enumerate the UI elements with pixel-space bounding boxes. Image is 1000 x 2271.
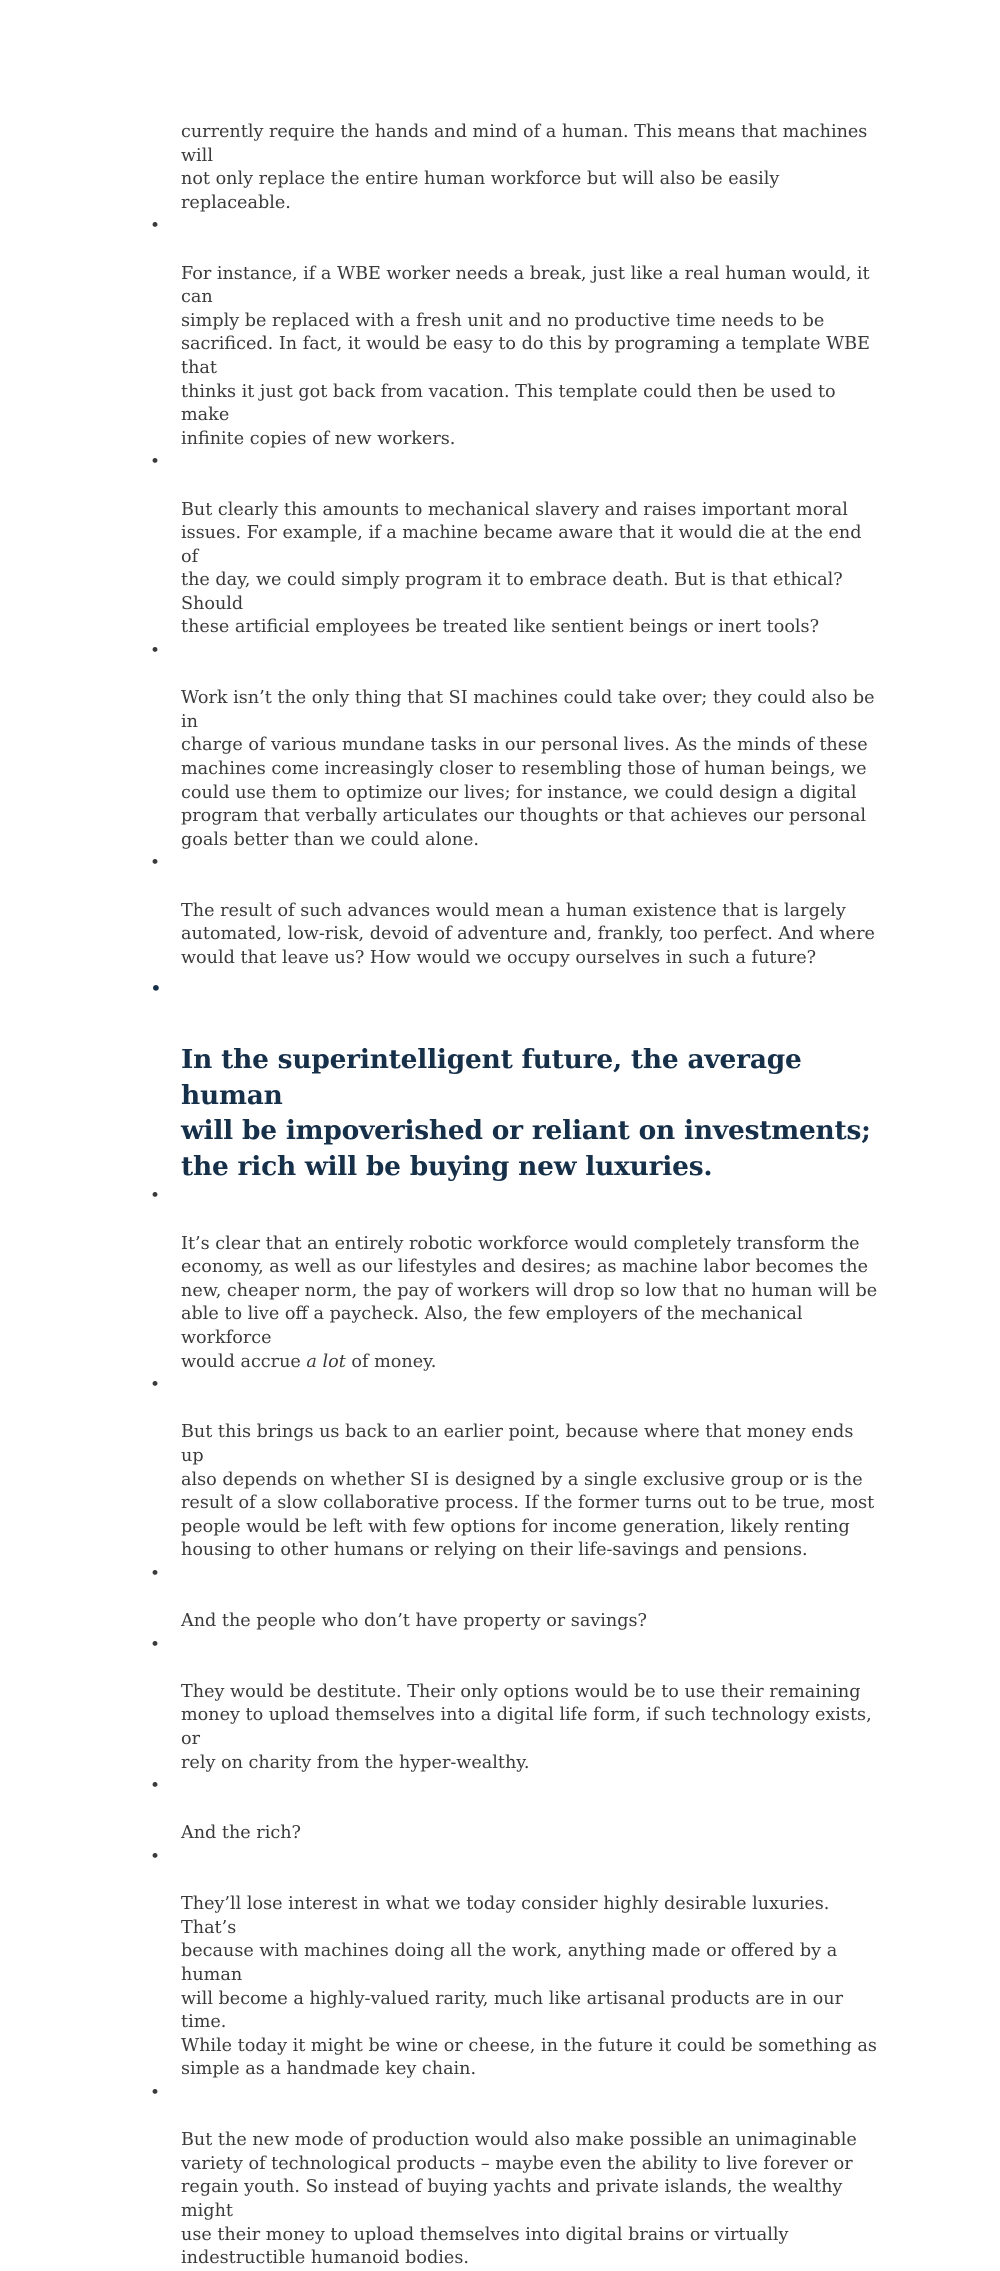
bullet-item-new-mode-of-production	[150, 2082, 880, 2271]
bullet-text: But the new mode of production would also make possible an unimaginable variety of technological products – maybe even the ability to live forever or regain youth. So instead of buying yachts and private islands, the wealthy might use their money to upload themselves into digital brains or virtually indestructible humanoid bodies.	[181, 2130, 857, 2269]
bullet-text-before: It’s clear that an entirely robotic workforce would completely transform the economy, as well as our lifestyles and desires; as machine labor becomes the new, cheaper norm, the pay of workers will drop so low that no human will be able to live off a paycheck. Also, the few employers of the mechanical workforce would accrue	[181, 1233, 878, 1372]
bullet-dot-icon: •	[150, 452, 161, 473]
bullet-dot-icon: •	[150, 2082, 161, 2103]
bullet-dot-icon: •	[150, 853, 161, 874]
bullet-dot-icon: •	[150, 1776, 161, 1797]
bullet-item-mechanical-slavery	[150, 451, 880, 640]
bullet-text: But this brings us back to an earlier point, because where that money ends up also depends on whether SI is designed by a single exclusive group or is the result of a slow collaborative process. If the former turns out to be true, most people would be left with few options for income generation, likely renting housing to other humans or relying on their life-savings and pensions.	[181, 1422, 875, 1561]
bullet-item-and-the-rich	[150, 1775, 880, 1846]
section-heading	[150, 971, 880, 1184]
bullet-text: For instance, if a WBE worker needs a break, just like a real human would, it can simply be replaced with a fresh unit and no productive time needs to be sacrificed. In fact, it would be easy to do this by programing a template WBE that thinks it just got back from vacation. This template could then be used to make infinite copies of new workers.	[181, 263, 870, 449]
bullet-item-money-ends-up	[150, 1374, 880, 1563]
bullet-text-after: of money.	[345, 1351, 437, 1372]
bullet-dot-icon: •	[150, 641, 161, 662]
bullet-text-emphasis: a lot	[306, 1351, 346, 1372]
bullet-item-automated-existence	[150, 852, 880, 970]
bullet-text: The result of such advances would mean a human existence that is largely automated, low-risk, devoid of adventure and, frankly, too perfect. And where would that leave us? How would we occupy ourselves in such a future?	[181, 900, 875, 968]
bullet-item-no-property	[150, 1563, 880, 1634]
bullet-text: They’ll lose interest in what we today consider highly desirable luxuries. That’s because with machines doing all the work, anything made or offered by a human will become a highly-valued rarity, much like artisanal products are in our time. While today it might be wine or cheese, in the future it could be something as simple as a handmade key chain.	[181, 1894, 877, 2080]
bullet-text: Work isn’t the only thing that SI machines could take over; they could also be in charge of various mundane tasks in our personal lives. As the minds of these machines come increasingly closer to resembling those of human beings, we could use them to optimize our lives; for instance, we could design a digital program that verbally articulates our thoughts or that achieves our personal goals better than we could alone.	[181, 688, 875, 850]
bullet-text: But clearly this amounts to mechanical slavery and raises important moral issues. For example, if a machine became aware that it would die at the end of the day, we could simply program it to embrace death. But is that ethical? Should these artificial employees be treated like sentient beings or inert tools?	[181, 499, 862, 638]
document-body	[150, 121, 880, 2271]
heading-text: In the superintelligent future, the average human will be impoverished or reliant on investments; the rich will be buying new luxuries.	[181, 1044, 871, 1182]
bullet-item-luxuries	[150, 1846, 880, 2082]
bullet-text: And the people who don’t have property or savings?	[181, 1611, 647, 1632]
bullet-dot-icon: •	[150, 976, 162, 1001]
bullet-dot-icon: •	[150, 1847, 161, 1867]
bullet-dot-icon: •	[150, 1186, 161, 1207]
bullet-dot-icon: •	[150, 1563, 161, 1584]
bullet-dot-icon: •	[150, 216, 161, 237]
bullet-text: And the rich?	[181, 1823, 301, 1844]
continued-paragraph: currently require the hands and mind of a human. This means that machines will not only replace the entire human workforce but will also be easily replaceable.	[181, 122, 868, 213]
bullet-item-robotic-workforce	[150, 1185, 880, 1374]
bullet-dot-icon: •	[150, 1634, 161, 1655]
bullet-list	[150, 215, 880, 2270]
bullet-item-wbe-break	[150, 215, 880, 451]
bullet-item-personal-tasks	[150, 640, 880, 852]
bullet-item-destitute	[150, 1634, 880, 1776]
bullet-text: They would be destitute. Their only options would be to use their remaining money to upload themselves into a digital life form, if such technology exists, or rely on charity from the hyper-wealthy.	[181, 1681, 872, 1773]
bullet-dot-icon: •	[150, 1375, 161, 1396]
